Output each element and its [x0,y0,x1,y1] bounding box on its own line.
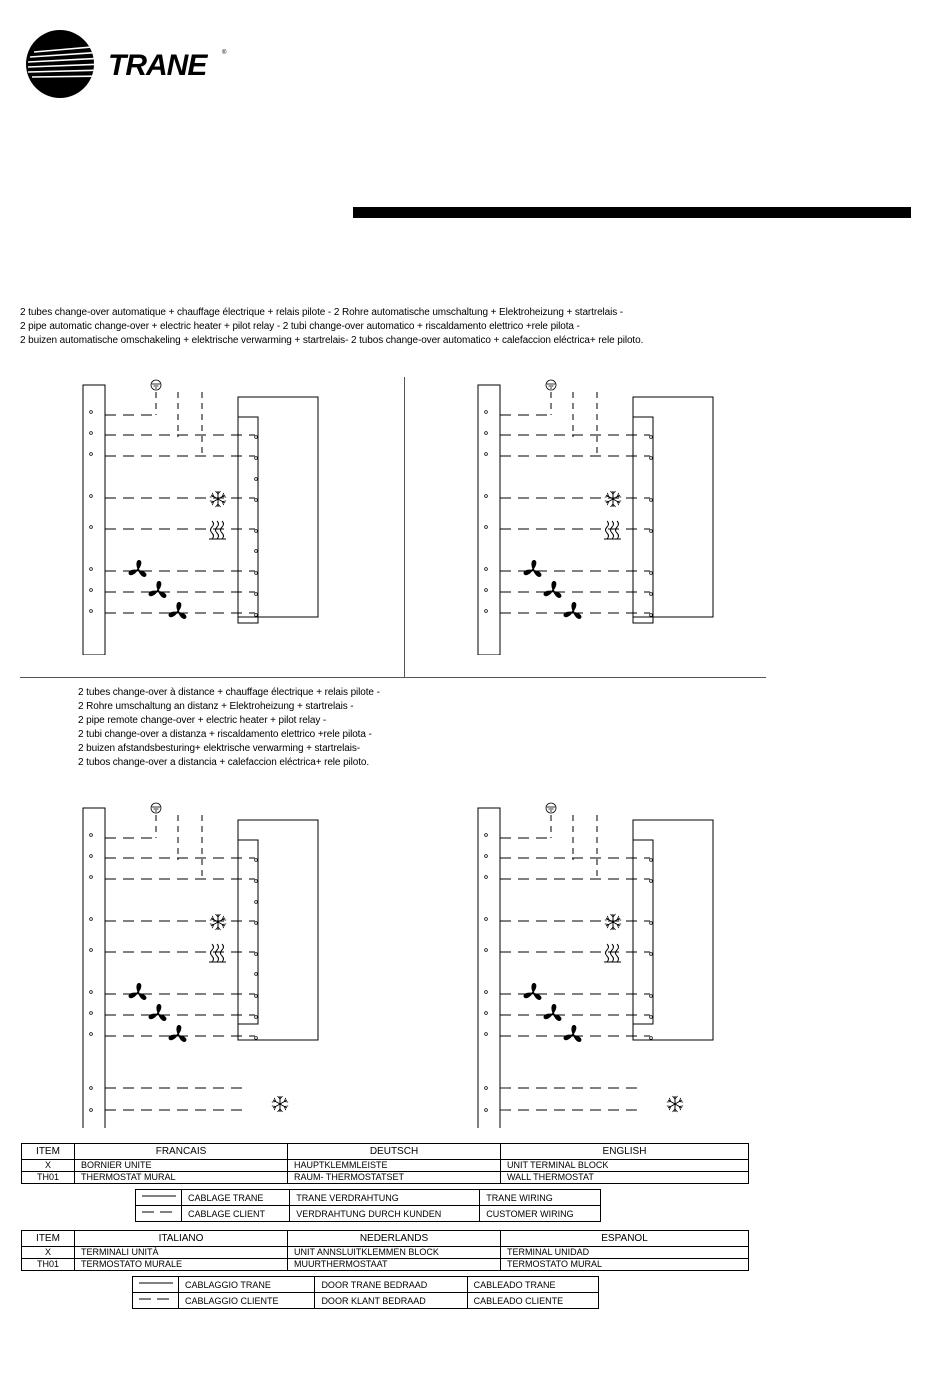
heater-icon [209,521,226,539]
terminal-point [90,1109,93,1112]
terminal-point [90,1033,93,1036]
legend-row: TH01 TERMOSTATO MURALE MUURTHERMOSTAAT TERMOSTATO MURAL [22,1259,749,1271]
cooling-snowflake-icon [210,491,226,507]
terminal-point [485,1109,488,1112]
thermostat-terminal-point [650,593,653,596]
heater-icon [209,944,226,962]
description-top: 2 tubes change-over automatique + chauffage électrique + relais pilote - 2 Rohre automatische umschaltung + Elektroheizung + startrelais - 2 pipe automatic change-over + electric heater + pilot relay - 2 tubi change-over automatico + riscaldamento elettrico +rele pilota - 2 buizen automatische omschakeling + elektrische verwarming + startrelais- 2 tubos change-over automatico + calefaccion eléctrica+ rele piloto. [20,307,644,346]
heater-icon [604,521,621,539]
wiring-diagram-2 [455,365,755,655]
fan-medium-icon [148,1004,168,1022]
thermostat-terminal-point [255,922,258,925]
ground-icon [151,380,161,390]
thermostat-terminal-point [650,614,653,617]
terminal-point [485,991,488,994]
wiring-diagram-3 [60,788,360,1128]
fan-medium-icon [148,581,168,599]
thermostat-terminal-point [650,499,653,502]
thermostat-terminal-point [650,436,653,439]
solid-line-symbol [133,1277,178,1289]
thermostat-terminal-point [650,922,653,925]
terminal-point [485,432,488,435]
unit-terminal-strip [478,808,500,1128]
terminal-point [90,918,93,921]
legend-row: TH01 THERMOSTAT MURAL RAUM- THERMOSTATSET WALL THERMOSTAT [22,1172,749,1184]
terminal-point [90,589,93,592]
terminal-point [485,1033,488,1036]
thermostat-terminal-point [650,1016,653,1019]
terminal-point [90,1087,93,1090]
legend-row: X TERMINALI UNITÀ UNIT ANNSLUITKLEMMEN BLOCK TERMINAL UNIDAD [22,1247,749,1259]
fan-high-icon [563,1025,583,1043]
fan-medium-icon [543,581,563,599]
legend-row: X BORNIER UNITE HAUPTKLEMMLEISTE UNIT TERMINAL BLOCK [22,1160,749,1172]
thermostat-terminal-point [255,478,258,481]
thermostat-terminal-point [255,1016,258,1019]
terminal-point [90,949,93,952]
wiring-diagram-4 [455,788,755,1128]
divider-horizontal [20,677,766,678]
thermostat-terminal-point [255,880,258,883]
thermostat-terminal-point [255,1037,258,1040]
terminal-point [90,432,93,435]
terminal-point [485,949,488,952]
fan-low-icon [128,560,148,578]
legend-table-2: ITEM ITALIANO NEDERLANDS ESPANOL X TERMINALI UNITÀ UNIT ANNSLUITKLEMMEN BLOCK TERMINAL UNIDAD TH01 TERMOSTATO MURALE MUURTHERMOSTAAT TERMOSTATO MURAL [21,1230,749,1271]
ground-icon [151,803,161,813]
solid-line-symbol [136,1190,181,1202]
fan-low-icon [128,983,148,1001]
terminal-point [485,834,488,837]
wiring-row: CABLAGGIO CLIENTE DOOR KLANT BEDRAAD CABLEADO CLIENTE [133,1293,599,1309]
terminal-point [90,526,93,529]
remote-changeover-snowflake-icon [667,1096,683,1112]
dashed-line-symbol [133,1293,178,1305]
terminal-point [485,1012,488,1015]
terminal-point [485,855,488,858]
wiring-row: CABLAGE CLIENT VERDRAHTUNG DURCH KUNDEN CUSTOMER WIRING [136,1206,601,1222]
trane-logo [24,30,234,98]
thermostat-terminal-point [650,859,653,862]
cooling-snowflake-icon [605,491,621,507]
thermostat-terminal-point [255,859,258,862]
header-bar [353,207,911,218]
dashed-line-symbol [136,1206,181,1218]
terminal-point [90,411,93,414]
description-bottom: 2 tubes change-over à distance + chauffage électrique + relais pilote - 2 Rohre umschaltung an distanz + Elektroheizung + startrelais - 2 pipe remote change-over + electric heater + pilot relay - 2 tubi change-over a distanza + riscaldamento elettrico +rele pilota - 2 buizen afstandsbesturing+ elektrische verwarming + startrelais- 2 tubos change-over a distancia + calefaccion eléctrica+ rele piloto. [78,687,380,768]
legend-table-1: ITEM FRANCAIS DEUTSCH ENGLISH X BORNIER UNITE HAUPTKLEMMLEISTE UNIT TERMINAL BLOCK TH01 THERMOSTAT MURAL RAUM- THERMOSTATSET WALL THERMOSTAT [21,1143,749,1184]
wiring-diagram-1 [60,365,360,655]
terminal-point [485,918,488,921]
wiring-table-2 [132,1276,599,1309]
fan-low-icon [523,560,543,578]
terminal-point [90,495,93,498]
thermostat-box [633,397,713,617]
thermostat-terminal-point [255,973,258,976]
terminal-point [90,855,93,858]
wiring-table-1 [135,1189,601,1222]
terminal-point [485,568,488,571]
terminal-point [485,589,488,592]
heater-icon [604,944,621,962]
thermostat-terminal-point [255,593,258,596]
ground-icon [546,803,556,813]
fan-high-icon [168,1025,188,1043]
fan-high-icon [563,602,583,620]
terminal-point [90,568,93,571]
terminal-point [90,1012,93,1015]
terminal-point [90,610,93,613]
thermostat-terminal-point [255,953,258,956]
terminal-point [485,610,488,613]
thermostat-terminal-point [255,457,258,460]
thermostat-terminal-point [650,995,653,998]
terminal-point [485,876,488,879]
terminal-point [485,453,488,456]
thermostat-box [238,397,318,617]
remote-changeover-snowflake-icon [272,1096,288,1112]
thermostat-terminal-point [255,499,258,502]
thermostat-terminal-point [650,1037,653,1040]
thermostat-terminal-point [650,880,653,883]
cooling-snowflake-icon [210,914,226,930]
terminal-point [90,834,93,837]
terminal-point [485,411,488,414]
thermostat-terminal-point [650,572,653,575]
unit-terminal-strip [478,385,500,655]
thermostat-terminal-point [255,550,258,553]
thermostat-terminal-point [650,953,653,956]
fan-medium-icon [543,1004,563,1022]
unit-terminal-strip [83,385,105,655]
unit-terminal-strip [83,808,105,1128]
terminal-point [485,495,488,498]
fan-low-icon [523,983,543,1001]
thermostat-terminal-point [255,572,258,575]
thermostat-terminal-point [255,436,258,439]
thermostat-terminal-point [255,530,258,533]
wiring-row: CABLAGE TRANE TRANE VERDRAHTUNG TRANE WIRING [136,1190,601,1206]
thermostat-box [238,820,318,1040]
thermostat-terminal-point [255,901,258,904]
fan-high-icon [168,602,188,620]
ground-icon [546,380,556,390]
brand-name: TRANE [108,49,207,82]
thermostat-terminal-point [650,530,653,533]
terminal-point [485,1087,488,1090]
terminal-point [485,526,488,529]
thermostat-box [633,820,713,1040]
thermostat-terminal-point [255,995,258,998]
cooling-snowflake-icon [605,914,621,930]
divider-vertical [404,377,405,677]
thermostat-terminal-point [255,614,258,617]
terminal-point [90,453,93,456]
terminal-point [90,876,93,879]
thermostat-terminal-point [650,457,653,460]
terminal-point [90,991,93,994]
wiring-row: CABLAGGIO TRANE DOOR TRANE BEDRAAD CABLEADO TRANE [133,1277,599,1293]
svg-text:®: ® [222,50,227,56]
